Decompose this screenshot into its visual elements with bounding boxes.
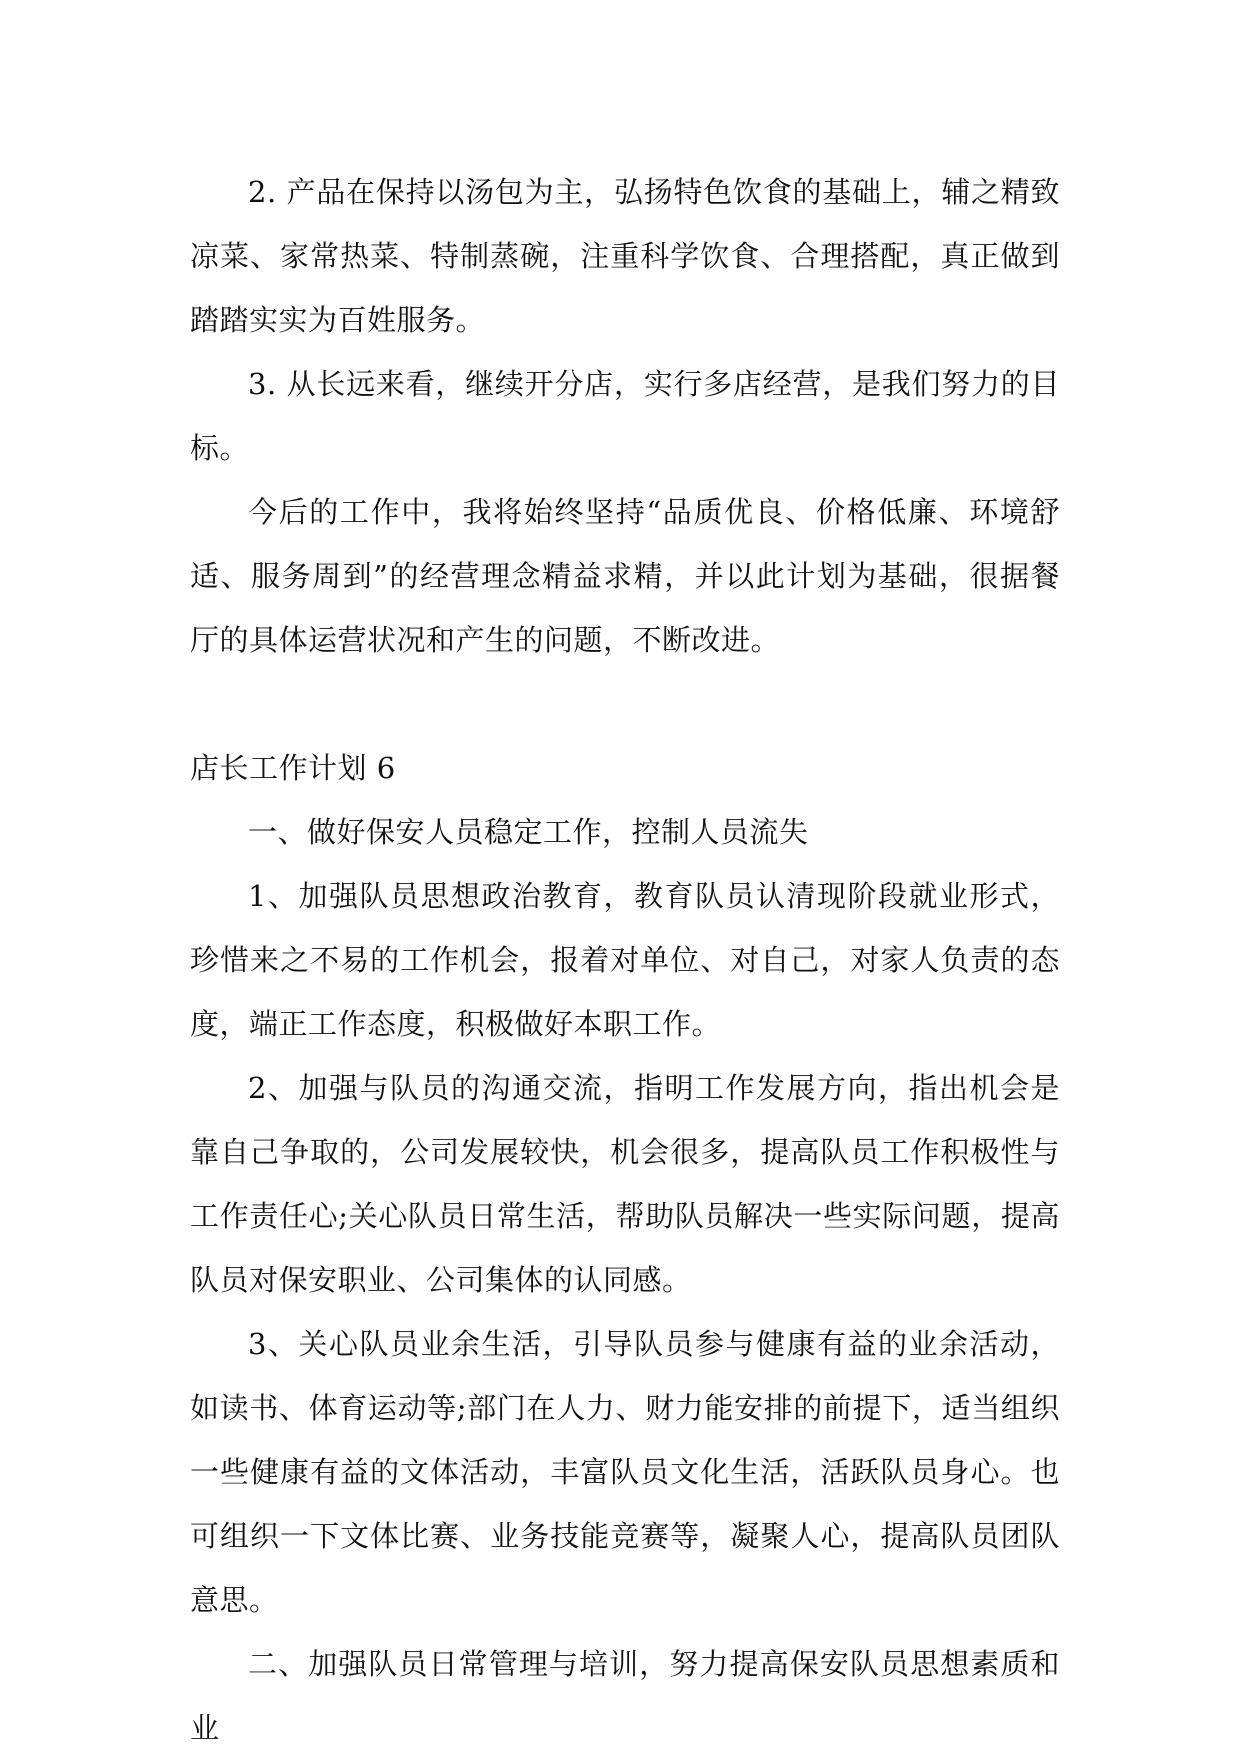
paragraph-item-2: 2、加强与队员的沟通交流，指明工作发展方向，指出机会是靠自己争取的，公司发展较快，机会很多，提高队员工作积极性与工作责任心;关心队员日常生活，帮助队员解决一些实际问题，提高队员对保安职业、公司集体的认同感。 xyxy=(190,1071,1060,1297)
paragraph-item-3: 3、关心队员业余生活，引导队员参与健康有益的业余活动，如读书、体育运动等;部门在人力、财力能安排的前提下，适当组织一些健康有益的文体活动，丰富队员文化生活，活跃队员身心。也可组织一下文体比赛、业务技能竞赛等，凝聚人心，提高队员团队意思。 xyxy=(190,1327,1060,1617)
document-body xyxy=(190,160,1060,1760)
paragraph-future-work: 今后的工作中，我将始终坚持“品质优良、价格低廉、环境舒适、服务周到”的经营理念精益求精，并以此计划为基础，很据餐厅的具体运营状况和产生的问题，不断改进。 xyxy=(190,495,1060,657)
paragraph-product: 2. 产品在保持以汤包为主，弘扬特色饮食的基础上，辅之精致凉菜、家常热菜、特制蒸碗，注重科学饮食、合理搭配，真正做到踏踏实实为百姓服务。 xyxy=(190,175,1060,337)
section-title: 店长工作计划 6 xyxy=(190,751,396,785)
paragraph-long-term-goal: 3. 从长远来看，继续开分店，实行多店经营，是我们努力的目标。 xyxy=(190,367,1060,465)
paragraph-item-1: 1、加强队员思想政治教育，教育队员认清现阶段就业形式，珍惜来之不易的工作机会，报着对单位、对自己，对家人负责的态度，端正工作态度，积极做好本职工作。 xyxy=(190,879,1060,1041)
paragraph-heading-two: 二、加强队员日常管理与培训，努力提高保安队员思想素质和业 xyxy=(190,1647,1060,1745)
paragraph-heading-one: 一、做好保安人员稳定工作，控制人员流失 xyxy=(248,815,809,849)
